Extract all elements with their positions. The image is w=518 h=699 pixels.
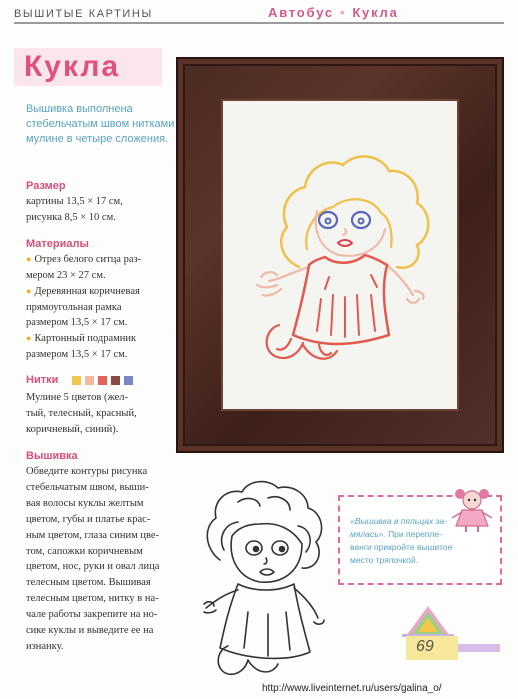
header-separator: • bbox=[339, 5, 347, 20]
source-url: http://www.liveinternet.ru/users/galina_o/ bbox=[262, 683, 442, 694]
tip-text bbox=[350, 515, 454, 567]
embroidery-line: телесным цветом, нитку в на- bbox=[26, 593, 159, 605]
header-topic-bus: Автобус bbox=[268, 5, 334, 20]
threads-heading: Нитки bbox=[26, 374, 59, 386]
tip-advice: При перепле-ванги прикройте вышитое место тряпочкой. bbox=[350, 529, 453, 565]
materials-text: прямоугольная рамка bbox=[26, 301, 122, 313]
embroidery-text bbox=[26, 464, 201, 655]
embroidery-line: ным цветом, глаза синим цве- bbox=[26, 529, 160, 541]
thread-swatches bbox=[72, 376, 133, 385]
embroidery-line: Обведите контуры рисунка bbox=[26, 466, 148, 477]
size-line-2: рисунка 8,5 × 10 см. bbox=[26, 212, 116, 223]
intro-text: Вышивка выполнена стебельчатым швом нитками мулине в четыре сложения. bbox=[26, 103, 175, 145]
embroidery-line: том, сапожки коричневым bbox=[26, 545, 143, 557]
embroidery-line: цветом, нос, руки и овал лица bbox=[26, 561, 160, 573]
materials-text: Деревянная коричневая bbox=[34, 286, 140, 297]
embroidery-heading: Вышивка bbox=[26, 450, 78, 462]
size-heading: Размер bbox=[26, 180, 66, 192]
header-rule bbox=[14, 22, 504, 24]
girl-figure-icon bbox=[446, 486, 498, 534]
materials-text: размером 13,5 × 17 см. bbox=[26, 348, 128, 360]
bullet-icon: ● bbox=[26, 333, 32, 343]
corner-ornament-icon bbox=[398, 606, 458, 638]
materials-heading: Материалы bbox=[26, 238, 89, 250]
materials-item-1 bbox=[26, 252, 141, 283]
header-topics bbox=[268, 5, 399, 20]
page-corner-strip bbox=[458, 644, 500, 652]
doll-outline-drawing bbox=[198, 480, 333, 680]
materials-item-3 bbox=[26, 331, 136, 362]
bullet-icon: ● bbox=[26, 286, 32, 296]
page-title: Кукла bbox=[24, 50, 121, 83]
embroidery-line: чале работы закрепите на но- bbox=[26, 609, 158, 621]
thread-swatch-brown bbox=[111, 376, 120, 385]
size-line-1: картины 13,5 × 17 см, bbox=[26, 196, 123, 207]
header-section: ВЫШИТЫЕ КАРТИНЫ bbox=[14, 8, 153, 20]
page-number: 69 bbox=[416, 638, 434, 655]
bullet-icon: ● bbox=[26, 254, 32, 264]
materials-text: Отрез белого ситца раз- bbox=[34, 254, 142, 265]
embroidery-line: изнанку. bbox=[26, 640, 64, 652]
materials-item-2 bbox=[26, 284, 140, 331]
embroidery-line: цветом, губы и платье крас- bbox=[26, 513, 151, 525]
embroidery-line: сике куклы и выведите ее на bbox=[26, 625, 154, 637]
threads-line-2: тый, телесный, красный, bbox=[26, 408, 137, 419]
embroidery-line: вая волосы куклы желтым bbox=[26, 497, 144, 509]
thread-swatch-yellow bbox=[72, 376, 81, 385]
thread-swatch-blue bbox=[124, 376, 133, 385]
threads-line-3: коричневый, синий). bbox=[26, 424, 119, 435]
materials-text: Картонный подрамник bbox=[34, 333, 137, 344]
thread-swatch-flesh bbox=[85, 376, 94, 385]
embroidered-doll-picture bbox=[221, 99, 459, 411]
threads-line-1: Мулине 5 цветов (жел- bbox=[26, 392, 128, 403]
materials-text: размером 13,5 × 17 см. bbox=[26, 317, 128, 328]
thread-swatch-red bbox=[98, 376, 107, 385]
tip-quote: «Вышивка в пяльцах за-мялась». bbox=[350, 516, 447, 539]
embroidery-line: телесным цветом. Вышивая bbox=[26, 577, 151, 589]
header-topic-doll: Кукла bbox=[352, 5, 399, 20]
embroidery-line: стебельчатым швом, выши- bbox=[26, 481, 149, 493]
materials-text: мером 23 × 27 см. bbox=[26, 269, 106, 281]
